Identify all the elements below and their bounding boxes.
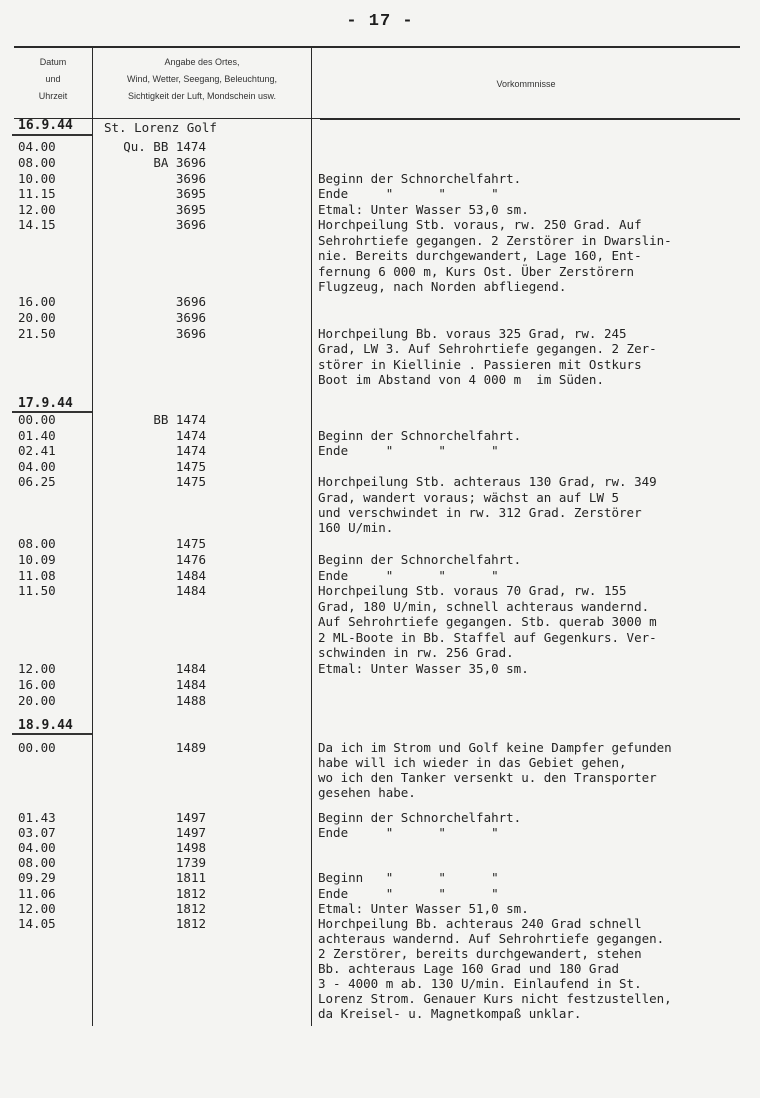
time-entry: 11.50 [18, 583, 56, 598]
event-line: Beginn der Schnorchelfahrt. [318, 428, 522, 443]
event-line: Sehrohrtiefe gegangen. 2 Zerstörer in Dwarslin- [318, 233, 672, 248]
position-entry: 3695 [175, 186, 206, 201]
event-line: Horchpeilung Stb. achteraus 130 Grad, rw. 349 [318, 474, 657, 489]
time-entry: 20.00 [18, 693, 56, 708]
event-line: Boot im Abstand von 4 000 m im Süden. [318, 372, 604, 387]
event-line: schwinden in rw. 256 Grad. [318, 645, 514, 660]
event-line: 3 - 4000 m ab. 130 U/min. Einlaufend in St. [318, 976, 642, 991]
position-entry: 1812 [175, 916, 206, 931]
position-entry: 1475 [175, 474, 206, 489]
event-line: Etmal: Unter Wasser 53,0 sm. [318, 202, 529, 217]
time-entry: 02.41 [18, 443, 56, 458]
event-line: Grad, wandert voraus; wächst an auf LW 5 [318, 490, 620, 505]
time-entry: 10.09 [18, 552, 56, 567]
time-entry: 16.00 [18, 677, 56, 692]
event-line: Etmal: Unter Wasser 51,0 sm. [318, 901, 529, 916]
date-heading: 16.9.44 [18, 118, 73, 133]
position-entry: 1488 [175, 693, 206, 708]
time-entry: 04.00 [18, 139, 56, 154]
position-entry: 3695 [175, 202, 206, 217]
position-entry: 1474 [175, 443, 206, 458]
event-line: Bb. achteraus Lage 160 Grad und 180 Grad [318, 961, 620, 976]
time-entry: 08.00 [18, 536, 56, 551]
time-entry: 12.00 [18, 901, 56, 916]
event-line: Horchpeilung Stb. voraus, rw. 250 Grad. Auf [318, 217, 642, 232]
position-entry: 1484 [175, 661, 206, 676]
time-entry: 08.00 [18, 855, 56, 870]
event-line: Horchpeilung Bb. achteraus 240 Grad schnell [318, 916, 642, 931]
place-underline [320, 119, 740, 120]
place-heading: St. Lorenz Golf [104, 120, 217, 135]
event-line: habe will ich wieder in das Gebiet gehen, [318, 755, 627, 770]
time-entry: 11.08 [18, 568, 56, 583]
position-entry: 1497 [175, 810, 206, 825]
time-entry: 04.00 [18, 840, 56, 855]
position-entry: 1498 [175, 840, 206, 855]
position-entry: 1476 [175, 552, 206, 567]
time-entry: 12.00 [18, 202, 56, 217]
position-entry: 1811 [175, 870, 206, 885]
event-line: störer in Kiellinie . Passieren mit Ostkurs [318, 357, 642, 372]
event-line: gesehen habe. [318, 785, 416, 800]
event-line: wo ich den Tanker versenkt u. den Transporter [318, 770, 657, 785]
event-line: und verschwindet in rw. 312 Grad. Zerstörer [318, 505, 642, 520]
event-line: Ende " " " [318, 186, 499, 201]
time-entry: 14.15 [18, 217, 56, 232]
event-line: Beginn der Schnorchelfahrt. [318, 171, 522, 186]
date-underline [12, 733, 92, 735]
time-entry: 09.29 [18, 870, 56, 885]
position-entry: 3696 [175, 294, 206, 309]
time-entry: 08.00 [18, 155, 56, 170]
header-date-column [14, 54, 92, 105]
event-line: Lorenz Strom. Genauer Kurs nicht festzustellen, [318, 991, 672, 1006]
position-entry: 1739 [175, 855, 206, 870]
column-divider-1 [92, 46, 93, 1026]
time-entry: 06.25 [18, 474, 56, 489]
event-line: fernung 6 000 m, Kurs Ost. Über Zerstörern [318, 264, 635, 279]
time-entry: 00.00 [18, 412, 56, 427]
header-label: und [45, 74, 61, 84]
date-underline [12, 134, 92, 136]
position-entry: 3696 [175, 326, 206, 341]
time-entry: 16.00 [18, 294, 56, 309]
event-line: achteraus wandernd. Auf Sehrohrtiefe gegangen. [318, 931, 665, 946]
event-line: Grad, LW 3. Auf Sehrohrtiefe gegangen. 2 Zer- [318, 341, 657, 356]
header-label: Angabe des Ortes, [164, 57, 240, 67]
column-divider-2 [311, 46, 312, 1026]
position-entry: 1812 [175, 901, 206, 916]
time-entry: 01.43 [18, 810, 56, 825]
time-entry: 00.00 [18, 740, 56, 755]
time-entry: 11.06 [18, 886, 56, 901]
position-entry: 1475 [175, 536, 206, 551]
event-line: Da ich im Strom und Golf keine Dampfer gefunden [318, 740, 672, 755]
event-line: Beginn " " " [318, 870, 499, 885]
page-number: - 17 - [346, 12, 414, 31]
position-entry: 1484 [175, 677, 206, 692]
time-entry: 12.00 [18, 661, 56, 676]
event-line: Auf Sehrohrtiefe gegangen. Stb. querab 3000 m [318, 614, 657, 629]
event-line: Ende " " " [318, 825, 499, 840]
time-entry: 11.15 [18, 186, 56, 201]
event-line: Etmal: Unter Wasser 35,0 sm. [318, 661, 529, 676]
position-entry: 1497 [175, 825, 206, 840]
event-line: Horchpeilung Bb. voraus 325 Grad, rw. 245 [318, 326, 627, 341]
event-line: Flugzeug, nach Norden abfliegend. [318, 279, 567, 294]
header-label: Vorkommnisse [496, 79, 556, 89]
position-entry: 3696 [175, 217, 206, 232]
header-label: Sichtigkeit der Luft, Mondschein usw. [127, 91, 277, 101]
time-entry: 01.40 [18, 428, 56, 443]
position-entry: 3696 [175, 310, 206, 325]
event-line: Beginn der Schnorchelfahrt. [318, 552, 522, 567]
position-entry: 3696 [175, 171, 206, 186]
event-line: 2 Zerstörer, bereits durchgewandert, stehen [318, 946, 642, 961]
date-heading: 18.9.44 [18, 718, 73, 733]
event-line: nie. Bereits durchgewandert, Lage 160, Ent- [318, 248, 642, 263]
position-entry: 1484 [175, 583, 206, 598]
event-line: 2 ML-Boote in Bb. Staffel auf Gegenkurs. Ver- [318, 630, 657, 645]
time-entry: 10.00 [18, 171, 56, 186]
event-line: Ende " " " [318, 443, 499, 458]
date-heading: 17.9.44 [18, 396, 73, 411]
header-label: Datum [39, 57, 67, 67]
header-label: Wind, Wetter, Seegang, Beleuchtung, [127, 74, 277, 84]
position-entry: 1489 [175, 740, 206, 755]
position-entry: 1474 [175, 428, 206, 443]
header-label: Uhrzeit [38, 91, 68, 101]
event-line: 160 U/min. [318, 520, 394, 535]
time-entry: 20.00 [18, 310, 56, 325]
time-entry: 21.50 [18, 326, 56, 341]
event-line: Ende " " " [318, 568, 499, 583]
position-entry: 1475 [175, 459, 206, 474]
time-entry: 03.07 [18, 825, 56, 840]
position-entry: 1812 [175, 886, 206, 901]
time-entry: 14.05 [18, 916, 56, 931]
event-line: Grad, 180 U/min, schnell achteraus wandernd. [318, 599, 650, 614]
position-entry: 1484 [175, 568, 206, 583]
event-line: Ende " " " [318, 886, 499, 901]
event-line: Beginn der Schnorchelfahrt. [318, 810, 522, 825]
header-place-column [93, 54, 311, 105]
top-rule [14, 46, 740, 48]
header-events-column [312, 76, 740, 93]
event-line: Horchpeilung Stb. voraus 70 Grad, rw. 155 [318, 583, 627, 598]
event-line: da Kreisel- u. Magnetkompaß unklar. [318, 1006, 582, 1021]
position-entry: BA 3696 [153, 155, 206, 170]
position-entry: BB 1474 [153, 412, 206, 427]
time-entry: 04.00 [18, 459, 56, 474]
position-entry: Qu. BB 1474 [123, 139, 206, 154]
